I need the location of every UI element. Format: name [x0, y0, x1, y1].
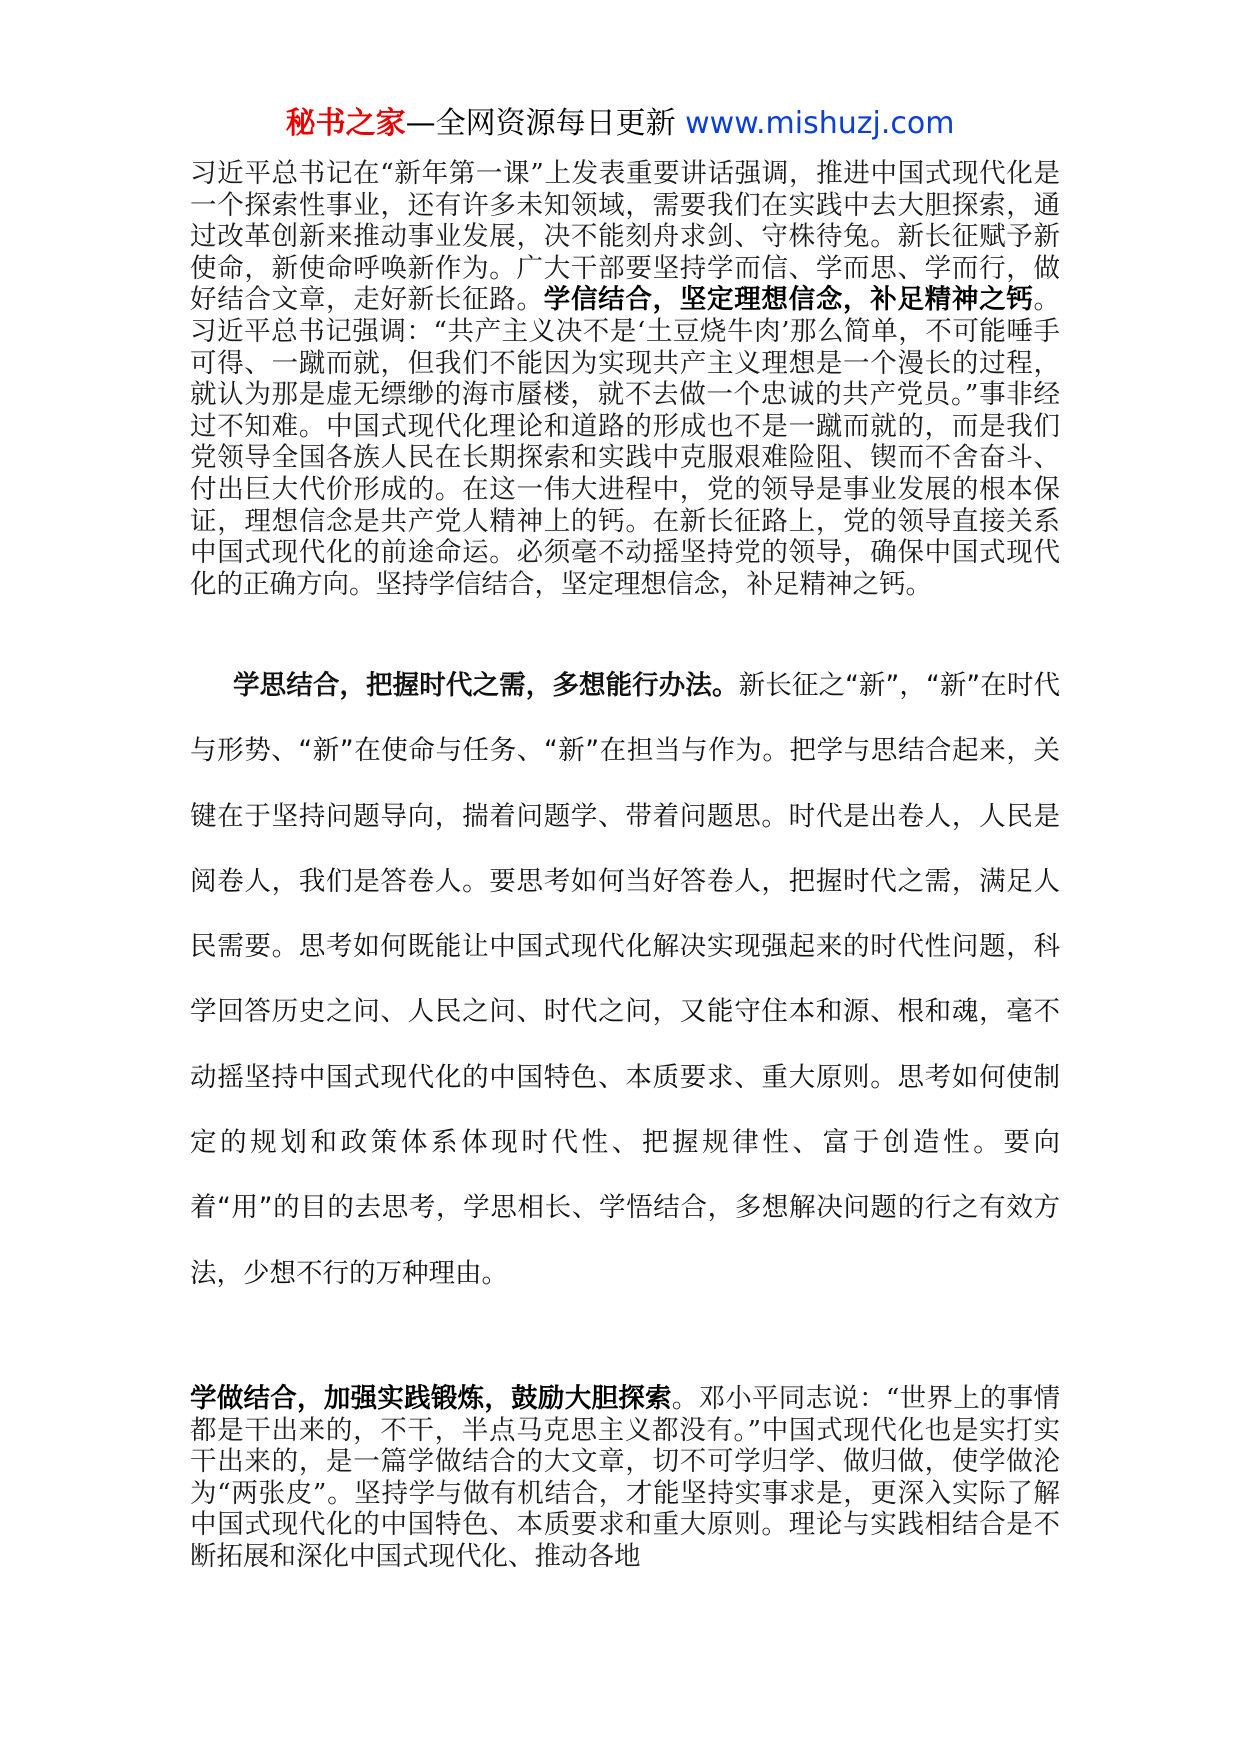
page-header [0, 100, 1240, 148]
paragraph-thinking [190, 653, 1060, 1323]
website-link[interactable]: www.mishuzj.com [685, 106, 955, 141]
header-tagline: —全网资源每日更新 [405, 106, 676, 141]
paragraph-heading: 学信结合，坚定理想信念，补足精神之钙 [543, 284, 1034, 316]
paragraph-text: 。习近平总书记强调：“共产主义决不是‘土豆烧牛肉’那么简单，不可能唾手可得、一蹴而就，但我们不能因为实现共产主义理想是一个漫长的过程，就认为那是虚无缥缈的海市蜃楼，就不去做一个忠诚的共产党员。”事非经过不知难。中国式现代化理论和道路的形成也不是一蹴而就的，而是我们党领导全国各族人民在长期探索和实践中克服艰难险阻、锲而不舍奋斗、付出巨大代价形成的。在这一伟大进程中，党的领导是事业发展的根本保证，理想信念是共产党人精神上的钙。在新长征路上，党的领导直接关系中国式现代化的前途命运。必须毫不动摇坚持党的领导，确保中国式现代化的正确方向。坚持学信结合，坚定理想信念，补足精神之钙。 [190, 284, 1060, 600]
paragraph-heading: 学思结合，把握时代之需，多想能行办法。 [233, 670, 739, 701]
paragraph-heading: 学做结合，加强实践锻炼，鼓励大胆探索 [190, 1383, 672, 1414]
paragraph-text: 。邓小平同志说：“世界上的事情都是干出来的，不干，半点马克思主义都没有。”中国式现代化也是实打实干出来的，是一篇学做结合的大文章，切不可学归学、做归做，使学做沦为“两张皮”。坚持学与做有机结合，才能坚持实事求是，更深入实际了解中国式现代化的中国特色、本质要求和重大原则。理论与实践相结合是不断拓展和深化中国式现代化、推动各地 [190, 1383, 1060, 1572]
paragraph-practice [190, 1383, 1060, 1603]
paragraph-text: 新长征之“新”，“新”在时代与形势、“新”在使命与任务、“新”在担当与作为。把学与思结合起来，关键在于坚持问题导向，揣着问题学、带着问题思。时代是出卷人，人民是阅卷人，我们是答卷人。要思考如何当好答卷人，把握时代之需，满足人民需要。思考如何既能让中国式现代化解决实现强起来的时代性问题，科学回答历史之问、人民之问、时代之问，又能守住本和源、根和魂，毫不动摇坚持中国式现代化的中国特色、本质要求、重大原则。思考如何使制定的规划和政策体系体现时代性、把握规律性、富于创造性。要向着“用”的目的去思考，学思相长、学悟结合，多想解决问题的行之有效方法，少想不行的万种理由。 [190, 670, 1060, 1289]
paragraph-text: 习近平总书记在“新年第一课”上发表重要讲话强调，推进中国式现代化是一个探索性事业，还有许多未知领域，需要我们在实践中去大胆探索，通过改革创新来推动事业发展，决不能刻舟求剑、守株待兔。新长征赋予新使命，新使命呼唤新作为。广大干部要坚持学而信、学而思、学而行，做好结合文章，走好新长征路。 [190, 158, 1060, 316]
paragraph-faith [190, 158, 1060, 648]
brand-name: 秘书之家 [285, 106, 406, 141]
